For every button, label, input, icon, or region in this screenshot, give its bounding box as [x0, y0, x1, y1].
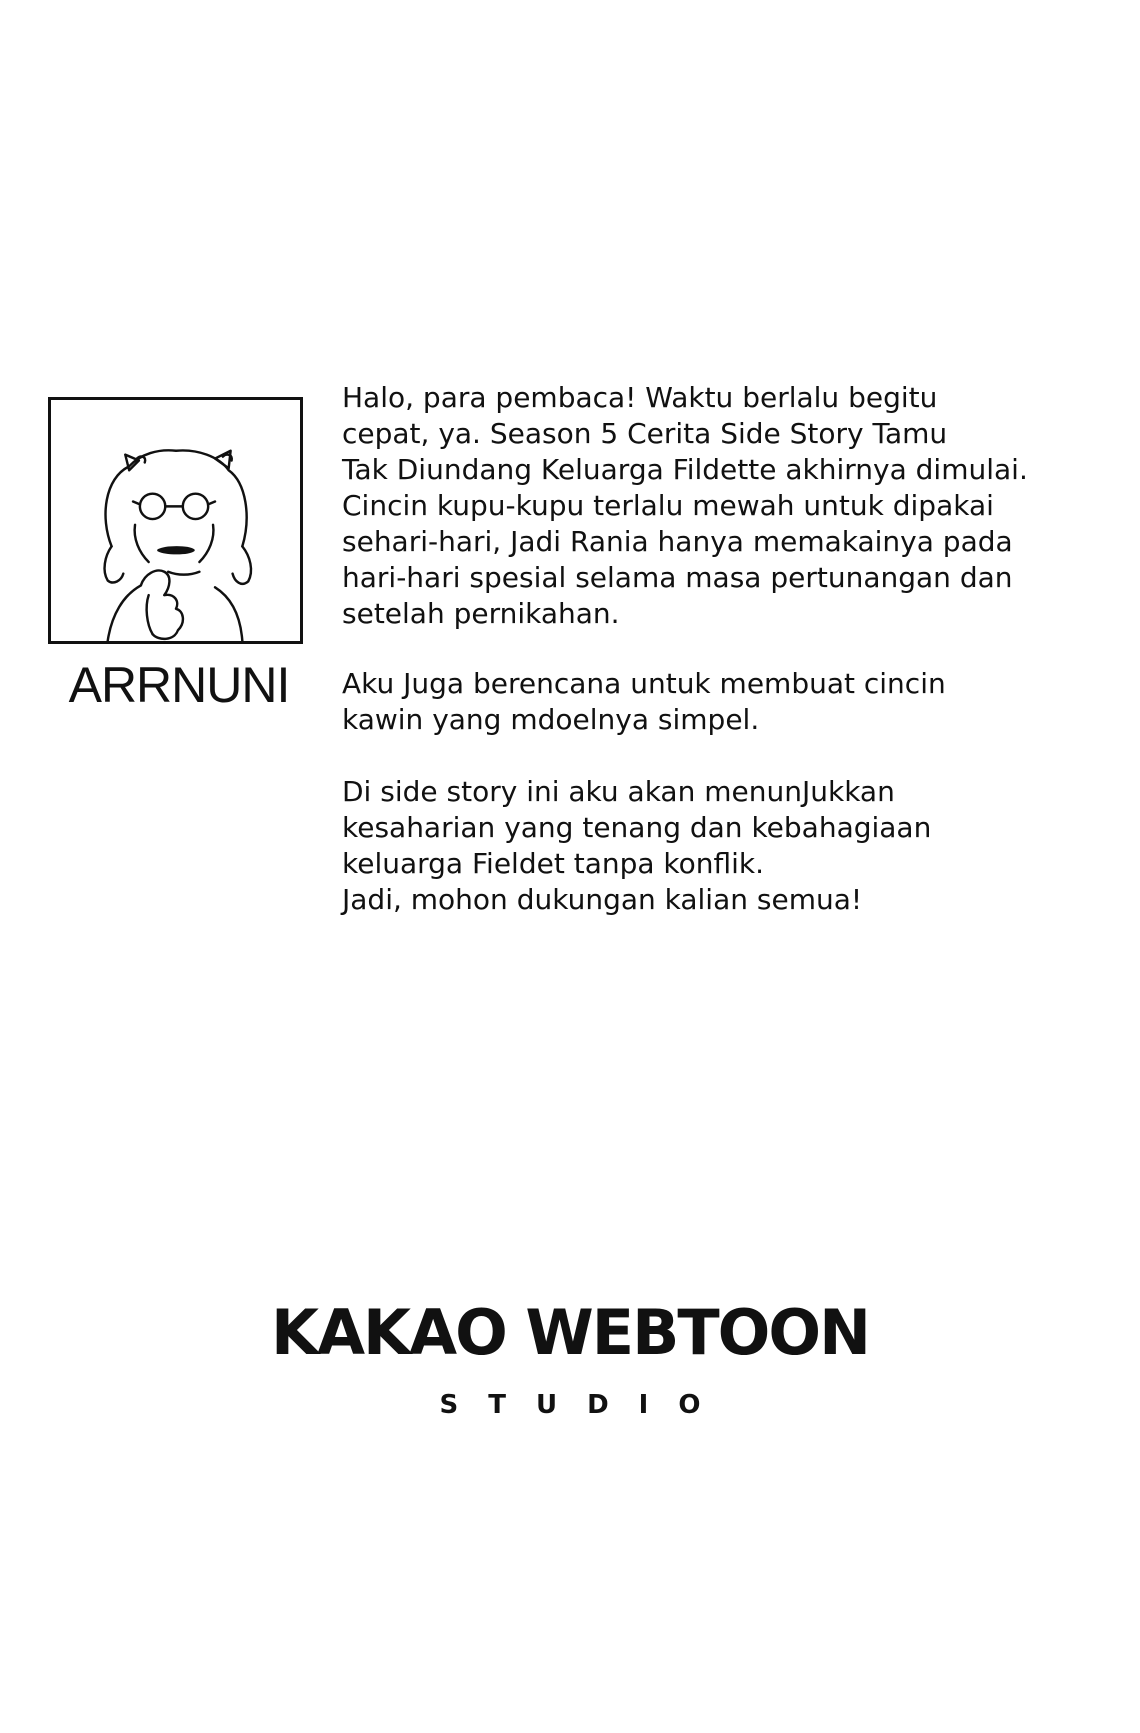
note-line: kesaharian yang tenang dan kebahagiaan — [342, 811, 932, 844]
note-line: hari-hari spesial selama masa pertunangan dan — [342, 561, 1013, 594]
note-line: Tak Diundang Keluarga Fildette akhirnya dimulai. — [342, 453, 1028, 486]
note-line: Cincin kupu-kupu terlalu mewah untuk dipakai — [342, 489, 994, 522]
note-paragraph — [342, 380, 1062, 632]
note-paragraph — [342, 774, 1062, 918]
note-line: setelah pernikahan. — [342, 597, 620, 630]
note-line: Halo, para pembaca! Waktu berlalu begitu — [342, 381, 938, 414]
note-line: keluarga Fieldet tanpa konflik. — [342, 847, 765, 880]
note-line: Aku Juga berencana untuk membuat cincin — [342, 667, 946, 700]
author-portrait — [48, 397, 303, 644]
studio-logo — [0, 1296, 1140, 1420]
note-line: Jadi, mohon dukungan kalian semua! — [342, 883, 863, 916]
author-avatar-illustration — [51, 400, 300, 641]
note-line: sehari-hari, Jadi Rania hanya memakainya pada — [342, 525, 1013, 558]
note-line: Di side story ini aku akan menunJukkan — [342, 775, 895, 808]
author-name: ARRNUNI — [68, 657, 290, 713]
note-paragraph — [342, 666, 1062, 738]
author-note — [342, 380, 1062, 918]
note-line: kawin yang mdoelnya simpel. — [342, 703, 760, 736]
studio-sub: STUDIO — [439, 1390, 731, 1420]
note-line: cepat, ya. Season 5 Cerita Side Story Tamu — [342, 417, 948, 450]
studio-brand: KAKAO WEBTOON — [271, 1296, 869, 1369]
